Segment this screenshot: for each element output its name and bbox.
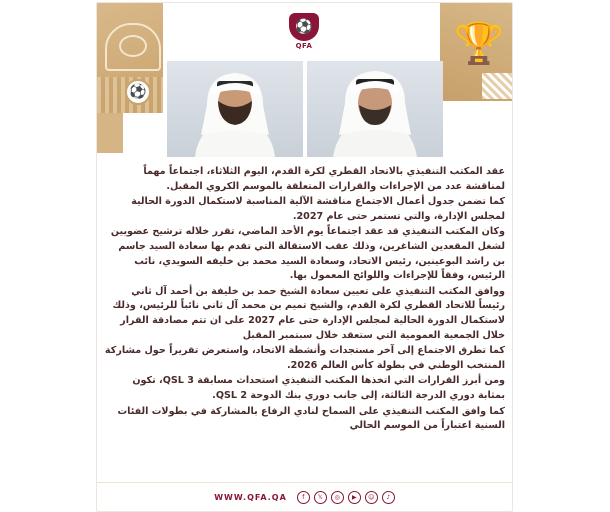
website-link[interactable]: WWW.QFA.QA bbox=[214, 492, 287, 502]
gold-block-decoration bbox=[97, 113, 123, 153]
youtube-icon[interactable]: ▶ bbox=[348, 491, 361, 504]
photo-official-right bbox=[307, 61, 443, 157]
paragraph: كما وافق المكتب التنفيذي على السماح لنادي الرفاع بالمشاركة في بطولات الفئات السنية اعتباراً من الموسم الحالي bbox=[117, 405, 505, 432]
pitch-outline-icon bbox=[105, 23, 161, 71]
photo-official-left bbox=[167, 61, 303, 157]
football-icon: ⚽ bbox=[125, 79, 151, 105]
paragraph: ومن أبرز القرارات التي اتخذها المكتب التنفيذي استحداث مسابقة QSL 3، تكون بمثابة دوري الدرجة الثالثة، إلى جانب دوري بنك الدوحة QSL 2. bbox=[132, 375, 505, 401]
x-icon[interactable]: 𝕏 bbox=[314, 491, 327, 504]
news-card bbox=[96, 2, 513, 512]
footer-bar bbox=[97, 482, 512, 511]
person-portrait-icon bbox=[167, 61, 303, 157]
snapchat-icon[interactable]: ☺ bbox=[365, 491, 378, 504]
paragraph: كما تضمن جدول أعمال الاجتماع مناقشة الآلية المناسبة لاستكمال الدورة الحالية لمجلس الإدارة، والتي تستمر حتى عام 2027. bbox=[131, 196, 505, 222]
instagram-icon[interactable]: ◎ bbox=[331, 491, 344, 504]
paragraph: وكان المكتب التنفيذي قد عقد اجتماعاً يوم الأحد الماضي، تقرر خلاله ترشيح عضويين لشغل المقعدين الشاغرين، وذلك عقب الاستقالة التي تقدم بها سعادة السيد جاسم بن راشد البوعينين، رئيس الاتحاد، وسعادة السيد محمد بن خليفه السويدي، نائب الرئيس، وفقاً للإجراءات واللوائح المعمول بها. bbox=[110, 226, 505, 282]
paragraph: عقد المكتب التنفيذي بالاتحاد القطري لكرة القدم، اليوم الثلاثاء، اجتماعاً مهماً لمناقشة عدد من الإجراءات والقرارات المتعلقة بالموسم الكروي المقبل. bbox=[143, 166, 505, 192]
paragraph: ووافق المكتب التنفيذي على تعيين سعادة الشيخ حمد بن خليفة بن أحمد آل ثاني رئيساً للاتحاد القطري لكرة القدم، والشيخ تميم بن محمد آل ثاني نائباً للرئيس، وذلك لاستكمال الدورة الحالية لمجلس الإدارة حتى عام 2027 على ان تتم مصادقة القرار خلال الجمعية العمومية التي ستعقد خلال سبتمبر المقبل bbox=[112, 285, 505, 341]
logo-abbr: QFA bbox=[295, 42, 313, 50]
facebook-icon[interactable]: f bbox=[297, 491, 310, 504]
qfa-shield-icon: ⚽ bbox=[289, 13, 319, 41]
person-portrait-icon bbox=[307, 61, 443, 157]
tiktok-icon[interactable]: ♪ bbox=[382, 491, 395, 504]
article-body bbox=[103, 165, 505, 435]
paragraph: كما تطرق الاجتماع إلى آخر مستجدات وأنشطة الاتحاد، واستعرض تقريراً حول مشاركة المنتخب الوطني في بطولة كأس العالم 2026. bbox=[104, 345, 505, 371]
qfa-logo bbox=[283, 13, 325, 55]
pattern-decoration bbox=[482, 73, 512, 99]
trophy-icon: 🏆 bbox=[454, 21, 504, 67]
